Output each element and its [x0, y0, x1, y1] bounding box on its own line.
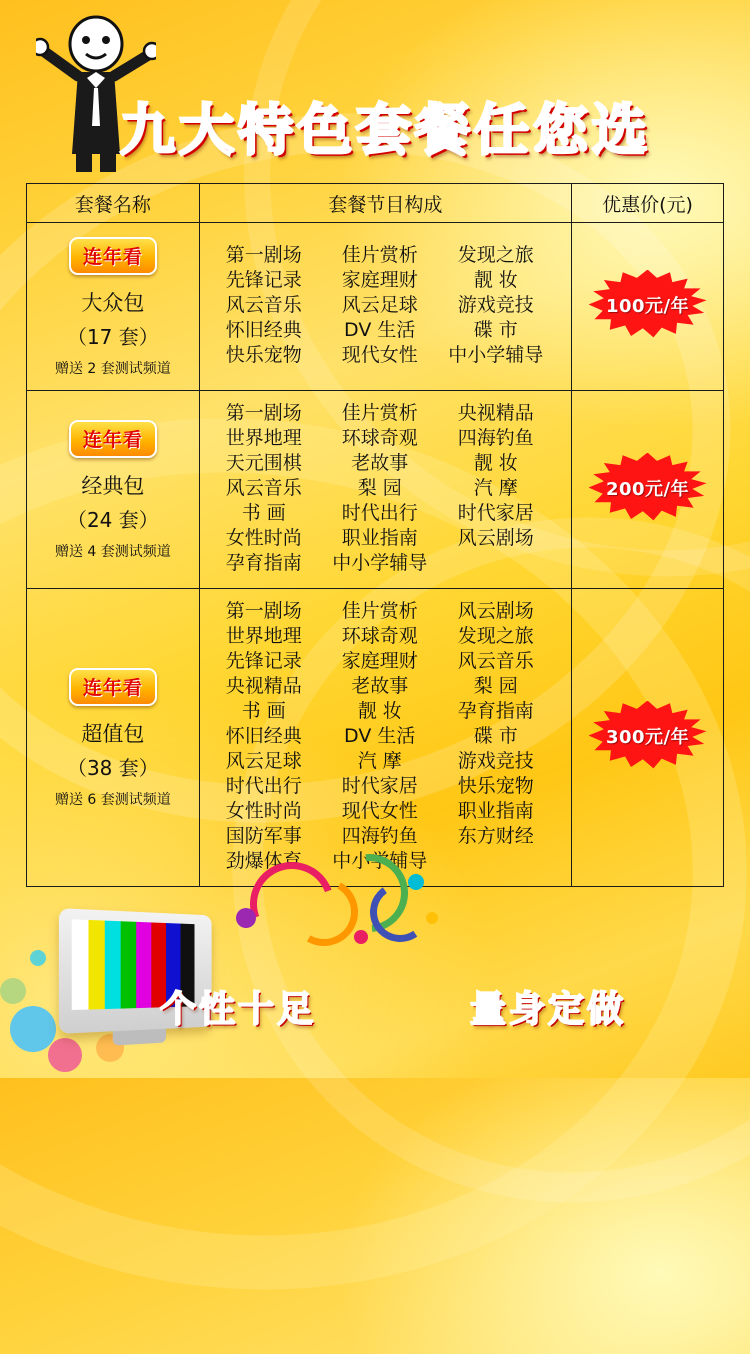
package-channel-count: （17 套）: [66, 325, 159, 349]
program-row: [206, 343, 571, 368]
program-name: 靓 妆: [473, 452, 518, 474]
package-price-cell: [572, 223, 724, 391]
package-gift-note: 赠送 4 套测试频道: [54, 544, 171, 560]
column-header-price: 优惠价(元): [572, 184, 724, 223]
program-name: 时代家居: [457, 502, 534, 524]
program-name: 佳片赏析: [341, 402, 418, 424]
program-name: 汽 摩: [357, 750, 402, 772]
program-name: 风云剧场: [457, 527, 534, 549]
program-name: 时代出行: [225, 775, 302, 797]
table-row: [27, 589, 724, 887]
column-header-programs: 套餐节目构成: [199, 184, 571, 223]
brand-logo: 连年看: [69, 668, 157, 706]
program-name: 四海钓鱼: [457, 427, 534, 449]
program-name: 先锋记录: [225, 650, 302, 672]
program-name: 佳片赏析: [341, 244, 418, 266]
program-name: 游戏竞技: [457, 294, 534, 316]
program-name: 游戏竞技: [457, 750, 534, 772]
program-name: 先锋记录: [225, 269, 302, 291]
table-row: [27, 223, 724, 391]
program-name: 梨 园: [357, 477, 402, 499]
package-channel-count: （38 套）: [66, 756, 159, 780]
program-row: [206, 674, 571, 699]
program-name: 靓 妆: [357, 700, 402, 722]
program-name: 发现之旅: [457, 625, 534, 647]
program-name: 靓 妆: [473, 269, 518, 291]
program-row: [206, 318, 571, 343]
program-name: 风云足球: [225, 750, 302, 772]
program-name: 碟 市: [473, 319, 518, 341]
program-name: 央视精品: [225, 675, 302, 697]
program-name: 中小学辅导: [332, 850, 428, 872]
program-name: 佳片赏析: [341, 600, 418, 622]
program-row: [206, 243, 571, 268]
price-starburst: [589, 270, 707, 340]
price-label: 100元/年: [605, 295, 690, 317]
package-gift-note: 赠送 6 套测试频道: [54, 792, 171, 808]
program-row: [206, 699, 571, 724]
table-header-row: [27, 184, 724, 223]
program-name: 天元围棋: [225, 452, 302, 474]
program-name: 发现之旅: [457, 244, 534, 266]
column-header-name: 套餐名称: [27, 184, 200, 223]
package-price-cell: [572, 589, 724, 887]
program-row: [206, 724, 571, 749]
program-name: 时代出行: [341, 502, 418, 524]
program-name: 职业指南: [457, 800, 534, 822]
program-name: 碟 市: [473, 725, 518, 747]
price-starburst: [589, 453, 707, 523]
program-row: [206, 599, 571, 624]
program-name: [438, 551, 554, 576]
price-label: 200元/年: [605, 478, 690, 500]
program-name: 时代家居: [341, 775, 418, 797]
color-splash-decoration: [230, 868, 490, 968]
footer-slogan-left: 个性十足: [160, 989, 317, 1030]
footer-slogan-right: 量身定做: [470, 989, 627, 1030]
program-name: DV 生活: [344, 725, 416, 747]
program-name: 家庭理财: [341, 269, 418, 291]
package-programs-cell: [199, 223, 571, 391]
program-row: [206, 426, 571, 451]
program-name: 中小学辅导: [448, 344, 544, 366]
program-name: 第一剧场: [225, 600, 302, 622]
program-name: 快乐宠物: [225, 344, 302, 366]
program-row: [206, 749, 571, 774]
program-name: 风云音乐: [225, 477, 302, 499]
program-name: 梨 园: [473, 675, 518, 697]
package-gift-note: 赠送 2 套测试频道: [54, 361, 171, 377]
program-row: [206, 774, 571, 799]
program-row: [206, 824, 571, 849]
program-row: [206, 501, 571, 526]
program-name: 四海钓鱼: [341, 825, 418, 847]
program-name: 中小学辅导: [332, 552, 428, 574]
program-name: 东方财经: [457, 825, 534, 847]
program-name: 环球奇观: [341, 625, 418, 647]
program-name: 怀旧经典: [225, 725, 302, 747]
program-name: 第一剧场: [225, 244, 302, 266]
page-title: 九大特色套餐任您选: [120, 98, 652, 162]
packages-table: [26, 183, 724, 887]
package-name: 超值包: [81, 722, 145, 746]
program-row: [206, 526, 571, 551]
program-row: [206, 451, 571, 476]
table-body: [27, 223, 724, 887]
program-row: [206, 268, 571, 293]
program-row: [206, 624, 571, 649]
package-name-cell: [27, 223, 200, 391]
program-row: [206, 476, 571, 501]
header: [0, 0, 750, 180]
program-name: 央视精品: [457, 402, 534, 424]
program-name: 汽 摩: [473, 477, 518, 499]
program-name: 劲爆体育: [225, 850, 302, 872]
program-name: 怀旧经典: [225, 319, 302, 341]
package-name-cell: [27, 589, 200, 887]
program-name: 现代女性: [341, 344, 418, 366]
program-name: 职业指南: [341, 527, 418, 549]
program-name: DV 生活: [344, 319, 416, 341]
package-name-cell: [27, 391, 200, 589]
package-name: 大众包: [81, 291, 145, 315]
program-row: [206, 799, 571, 824]
table-row: [27, 391, 724, 589]
package-name: 经典包: [81, 474, 145, 498]
package-channel-count: （24 套）: [66, 508, 159, 532]
program-name: 环球奇观: [341, 427, 418, 449]
program-name: 风云音乐: [457, 650, 534, 672]
brand-logo: 连年看: [69, 420, 157, 458]
packages-table-container: [26, 183, 724, 887]
program-name: 家庭理财: [341, 650, 418, 672]
program-name: 现代女性: [341, 800, 418, 822]
package-programs-cell: [199, 391, 571, 589]
footer: [0, 868, 750, 1078]
program-name: 风云足球: [341, 294, 418, 316]
program-name: 风云剧场: [457, 600, 534, 622]
package-price-cell: [572, 391, 724, 589]
brand-logo: 连年看: [69, 237, 157, 275]
program-name: 世界地理: [225, 625, 302, 647]
program-name: 第一剧场: [225, 402, 302, 424]
price-starburst: [589, 701, 707, 771]
program-name: 国防军事: [225, 825, 302, 847]
program-row: [206, 551, 571, 576]
program-name: 世界地理: [225, 427, 302, 449]
program-row: [206, 649, 571, 674]
program-name: 风云音乐: [225, 294, 302, 316]
program-name: 书 画: [241, 700, 286, 722]
program-name: 老故事: [351, 452, 409, 474]
program-name: 女性时尚: [225, 527, 302, 549]
program-name: 孕育指南: [225, 552, 302, 574]
program-name: 女性时尚: [225, 800, 302, 822]
program-row: [206, 401, 571, 426]
program-row: [206, 293, 571, 318]
program-name: 孕育指南: [457, 700, 534, 722]
price-label: 300元/年: [605, 726, 690, 748]
program-name: 老故事: [351, 675, 409, 697]
program-name: 书 画: [241, 502, 286, 524]
program-name: 快乐宠物: [457, 775, 534, 797]
package-programs-cell: [199, 589, 571, 887]
